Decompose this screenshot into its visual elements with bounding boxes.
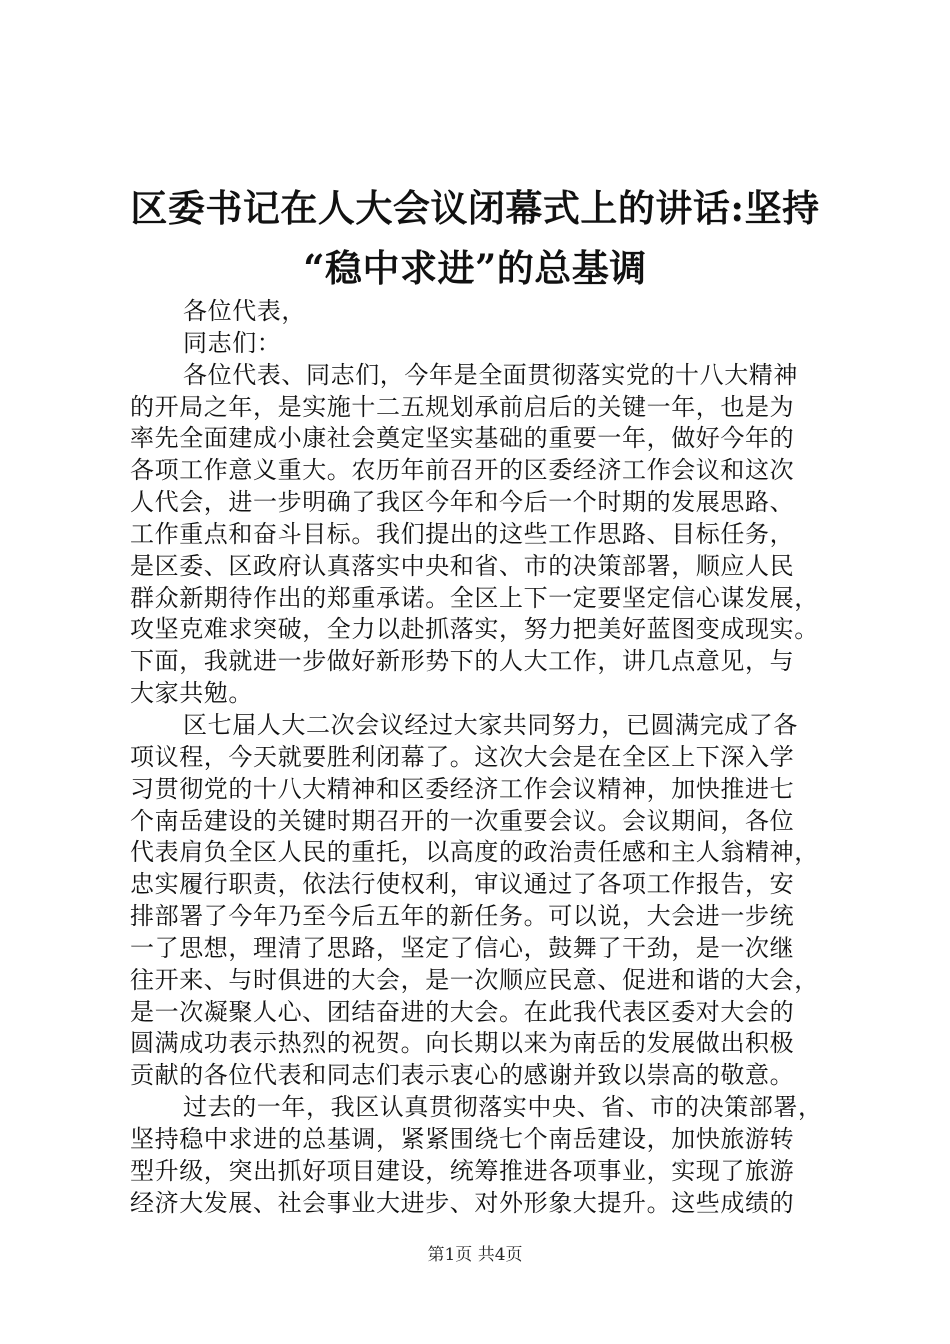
text-line: 下面，我就进一步做好新形势下的人大工作，讲几点意见，与 bbox=[130, 647, 795, 676]
text-line: 同志们： bbox=[183, 328, 282, 357]
text-line: 过去的一年，我区认真贯彻落实中央、省、市的决策部署， bbox=[183, 1093, 823, 1122]
text-line: 代表肩负全区人民的重托，以高度的政治责任感和主人翁精神， bbox=[130, 838, 819, 867]
text-line: 排部署了今年乃至今后五年的新任务。可以说，大会进一步统 bbox=[130, 902, 795, 931]
text-line: 经济大发展、社会事业大进步、对外形象大提升。这些成绩的 bbox=[130, 1188, 795, 1217]
text-line: 习贯彻党的十八大精神和区委经济工作会议精神，加快推进七 bbox=[130, 774, 795, 803]
document-title-line-2: “稳中求进”的总基调 bbox=[303, 246, 647, 290]
text-line: 率先全面建成小康社会奠定坚实基础的重要一年，做好今年的 bbox=[130, 424, 795, 453]
text-line: 群众新期待作出的郑重承诺。全区上下一定要坚定信心谋发展， bbox=[130, 583, 819, 612]
text-line: 工作重点和奋斗目标。我们提出的这些工作思路、目标任务， bbox=[130, 519, 795, 548]
text-line: 各位代表、同志们，今年是全面贯彻落实党的十八大精神 bbox=[183, 360, 798, 389]
text-line: 各项工作意义重大。农历年前召开的区委经济工作会议和这次 bbox=[130, 456, 795, 485]
text-line: 忠实履行职责，依法行使权利，审议通过了各项工作报告，安 bbox=[130, 870, 795, 899]
document-title-line-1: 区委书记在人大会议闭幕式上的讲话:坚持 bbox=[130, 186, 820, 230]
text-line: 往开来、与时俱进的大会，是一次顺应民意、促进和谐的大会， bbox=[130, 965, 819, 994]
text-line: 贡献的各位代表和同志们表示衷心的感谢并致以崇高的敬意。 bbox=[130, 1061, 795, 1090]
text-line: 型升级，突出抓好项目建设，统筹推进各项事业，实现了旅游 bbox=[130, 1156, 795, 1185]
text-line: 的开局之年，是实施十二五规划承前启后的关键一年，也是为 bbox=[130, 392, 795, 421]
text-line: 个南岳建设的关键时期召开的一次重要会议。会议期间，各位 bbox=[130, 806, 795, 835]
text-line: 攻坚克难求突破，全力以赴抓落实，努力把美好蓝图变成现实。 bbox=[130, 615, 819, 644]
text-line: 一了思想，理清了思路，坚定了信心，鼓舞了干劲，是一次继 bbox=[130, 933, 795, 962]
text-line: 各位代表， bbox=[183, 297, 306, 325]
text-line: 坚持稳中求进的总基调，紧紧围绕七个南岳建设，加快旅游转 bbox=[130, 1124, 795, 1153]
text-line: 人代会，进一步明确了我区今年和今后一个时期的发展思路、 bbox=[130, 488, 795, 517]
text-line: 大家共勉。 bbox=[130, 679, 253, 708]
text-line: 是区委、区政府认真落实中央和省、市的决策部署，顺应人民 bbox=[130, 551, 795, 580]
document-body bbox=[130, 296, 830, 1219]
text-line: 是一次凝聚人心、团结奋进的大会。在此我代表区委对大会的 bbox=[130, 997, 795, 1026]
text-line: 项议程，今天就要胜利闭幕了。这次大会是在全区上下深入学 bbox=[130, 742, 795, 771]
page-indicator: 第1页 共4页 bbox=[427, 1245, 523, 1265]
text-line: 圆满成功表示热烈的祝贺。向长期以来为南岳的发展做出积极 bbox=[130, 1029, 795, 1058]
text-line: 区七届人大二次会议经过大家共同努力，已圆满完成了各 bbox=[183, 710, 798, 739]
